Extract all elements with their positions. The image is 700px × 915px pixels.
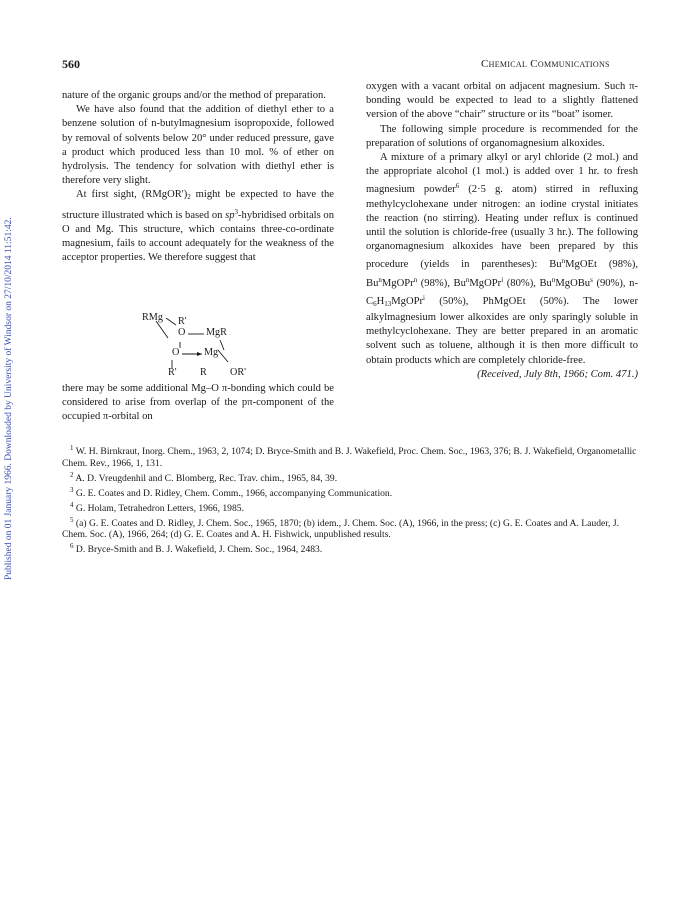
reference-item: $^5$ (a) G. E. Coates and D. Ridley, J. Chem. Soc., 1965, 1870; (b) idem., J. Chem. Soc. (A), 1966, in the press; (c) G. E. Coates and A. Lauder, J. Chem. Soc. (A), 1966, 264; (d) G. E. Coates and A. H. Fishwick, unpublished results.	[62, 515, 619, 541]
journal-title: Chemical Communications	[481, 58, 610, 70]
reference-item: $^6$ D. Bryce-Smith and B. J. Wakefield, J. Chem. Soc., 1964, 2483.	[70, 542, 323, 556]
received-note: (Received, July 8th, 1966; Com. 471.)	[477, 368, 638, 380]
reference-item: $^3$ G. E. Coates and D. Ridley, Chem. Comm., 1966, accompanying Communication.	[70, 485, 393, 499]
paragraph: there may be some additional Mg–O π-bonding which could be considered to arise from overlap of the pπ-component of the occupied π-orbital on	[62, 383, 334, 423]
page-number: 560	[62, 57, 80, 71]
structure-atom: R	[200, 367, 207, 378]
structure-atom: MgR	[206, 327, 227, 338]
paragraph: nature of the organic groups and/or the method of preparation.	[62, 90, 326, 101]
reference-item: $^1$ W. H. Birnkraut, Inorg. Chem., 1963, 2, 1074; D. Bryce-Smith and B. J. Wakefield, Proc. Chem. Soc., 1963, 376; B. J. Wakefield, Organometallic Chem. Rev., 1966, 1, 131.	[62, 444, 637, 469]
structure-atom: O	[172, 347, 180, 358]
structure-atom: OR'	[230, 367, 246, 378]
reference-item: $^2$ A. D. Vreugdenhil and C. Blomberg, Rec. Trav. chim., 1965, 84, 39.	[70, 470, 338, 484]
paragraph: The following simple procedure is recommended for the preparation of solutions of organomagnesium alkoxides.	[366, 123, 638, 149]
structure-atom: Mg	[204, 347, 219, 358]
references	[62, 443, 639, 556]
paragraph: A mixture of a primary alkyl or aryl chloride (2 mol.) and the appropriate alcohol (1 mol.) is added over 1 hr. to fresh magnesium powder$^6$ (2·5 g. atom) stirred in refluxing methylcyclohexane under nitrogen: an iodine crystal initiates the reaction (no stirring). Heating under reflux is continued until the solution is chloride-free (usually 3 hr.). The following organomagnesium alkoxides have been prepared by this procedure (yields in parentheses): Bu$^n$MgOEt (98%), Bu$^n$MgOPr$^n$ (98%), Bu$^n$MgOPr$^i$ (80%), Bu$^n$MgOBu$^s$ (90%), $n-C_6H_{13}MgOPr^i$ (50%), PhMgOEt (50%). The lower alkylmagnesium lower alkoxides are only sparingly soluble in methylcyclohexane. They are better prepared in an aromatic solvent such as toluene, although it is then more difficult to obtain products which are completely chloride-free.	[366, 152, 638, 366]
reference-item: $^4$ G. Holam, Tetrahedron Letters, 1966, 1985.	[70, 500, 244, 514]
left-column-continued	[62, 382, 334, 425]
paragraph: At first sight, $(RMgOR')_2$ might be expected to have the structure illustrated which is based on $sp^3$-hybridised orbitals on O and Mg. This structure, which contains three-co-ordinate magnesium, fails to account adequately for the weakness of the acceptor properties. We therefore suggest that	[62, 189, 334, 264]
paragraph: We have also found that the addition of diethyl ether to a benzene solution of n-butylmagnesium isopropoxide, followed by removal of solvents below 20° under reduced pressure, gave a product which produced less than 10 mol. % of ether on hydrolysis. The tendency for solvation with diethyl ether is therefore very slight.	[62, 104, 334, 187]
paragraph: oxygen with a vacant orbital on adjacent magnesium. Such π-bonding would be expected to lead to a slightly flattened version of the above “chair” structure or its “boat” isomer.	[366, 81, 638, 121]
chemical-structure	[142, 312, 272, 382]
structure-atom: RMg	[142, 312, 163, 323]
structure-atom: O	[178, 327, 186, 338]
right-column	[366, 80, 638, 382]
left-column	[62, 89, 334, 265]
structure-atom: R'	[178, 316, 187, 327]
structure-atom: R'	[168, 367, 177, 378]
download-watermark: Published on 01 January 1966. Downloaded by University of Windsor on 27/10/2014 11:51:42.	[4, 217, 14, 580]
